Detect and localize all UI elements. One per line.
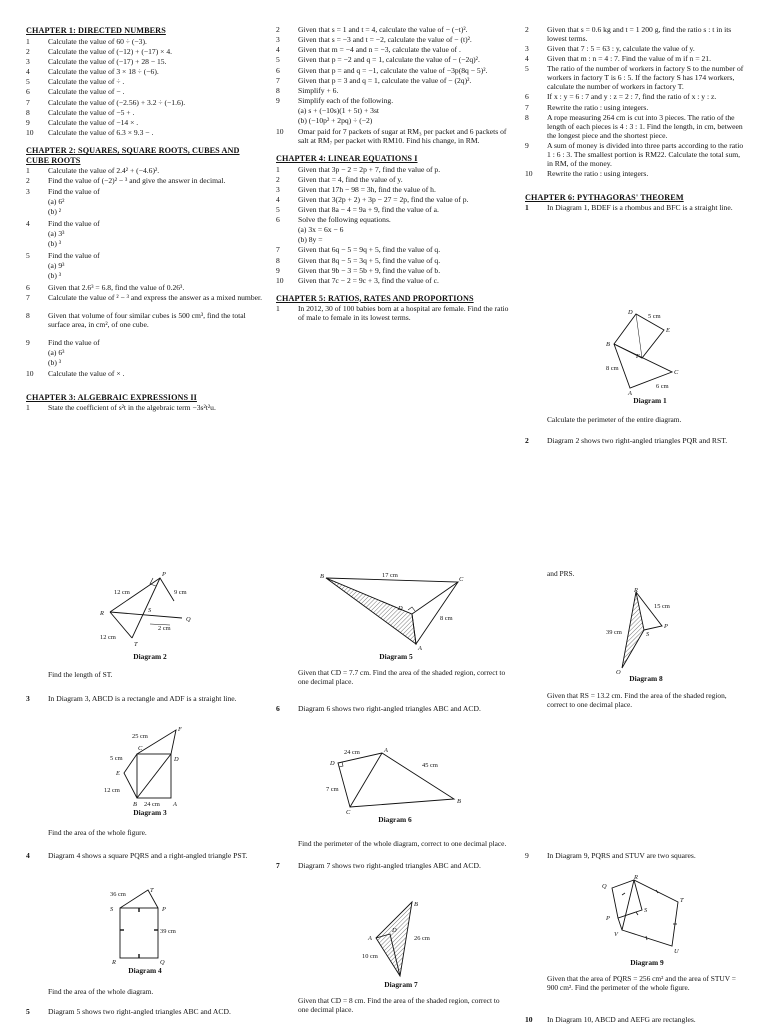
svg-text:D: D (398, 605, 403, 612)
question: 9 Find the value of (26, 337, 100, 347)
question: 6 Diagram 6 shows two right-angled triangles ABC and ACD. (276, 704, 481, 713)
svg-text:T: T (134, 641, 138, 648)
diagram-1-caption: Diagram 1 (633, 395, 667, 405)
diagram-6-figure (318, 743, 472, 815)
question: 4 Find the value of (26, 218, 100, 228)
diagram-4-caption: Diagram 4 (128, 965, 162, 975)
svg-text:Q: Q (602, 883, 607, 890)
question: 9 Calculate the value of −14 × . (26, 117, 139, 127)
diagram-3-caption: Diagram 3 (133, 807, 167, 817)
question: 9 Simplify each of the following. (276, 95, 394, 105)
svg-text:T: T (680, 897, 684, 904)
question-text-continued: and PRS. (547, 569, 575, 578)
diagram-6-caption: Diagram 6 (378, 814, 412, 824)
chapter-4-questions (276, 166, 512, 226)
question: 1 Calculate the value of 60 ÷ (−3). (26, 36, 147, 46)
svg-text:2 cm: 2 cm (158, 625, 171, 632)
question: 8 A rope measuring 264 cm is cut into 3 pieces. The ratio of the length of each pieces is 4 : 3 : 1. Find the length, in cm, between the longest piece and the shortest piece. (525, 112, 743, 140)
svg-text:D: D (392, 927, 397, 934)
column-1 (26, 26, 262, 414)
svg-text:E: E (666, 327, 670, 334)
question: 10 Calculate the value of 6.3 × 9.3 − . (26, 127, 154, 137)
question: 5 Diagram 5 shows two right-angled triangles ABC and ACD. (26, 1007, 231, 1016)
chapter-1-heading: CHAPTER 1: DIRECTED NUMBERS (26, 26, 166, 35)
svg-text:10 cm: 10 cm (362, 953, 378, 960)
svg-text:B: B (133, 801, 137, 808)
question: 6 Given that p = and q = −1, calculate the value of −3p(8q − 5)². (276, 65, 488, 75)
svg-text:36 cm: 36 cm (110, 891, 126, 898)
question-text: Find the area of the whole figure. (48, 828, 147, 837)
question: 3 In Diagram 3, ABCD is a rectangle and ADF is a straight line. (26, 694, 237, 703)
question: 5 Calculate the value of ÷ . (26, 77, 125, 87)
svg-text:Q: Q (186, 616, 191, 623)
diagram-2-caption: Diagram 2 (133, 651, 167, 661)
svg-text:R: R (634, 588, 638, 594)
question: 5 Given that 8a − 4 = 9a + 9, find the value of a. (276, 205, 439, 215)
question: 7 Diagram 7 shows two right-angled triangles ABC and ACD. (276, 861, 481, 870)
question: 8 Given that volume of four similar cubes is 500 cm³, find the total surface area, in cm², of one cube. (26, 310, 246, 329)
svg-text:C: C (674, 369, 679, 376)
svg-text:P: P (162, 906, 166, 913)
chapter-3-heading: CHAPTER 3: ALGEBRAIC EXPRESSIONS II (26, 392, 197, 402)
diagram-8-caption: Diagram 8 (629, 673, 663, 683)
svg-text:A: A (173, 801, 177, 808)
svg-text:B: B (414, 901, 418, 908)
svg-text:39 cm: 39 cm (160, 928, 176, 935)
question: 4 Given that m = −4 and n = −3, calculate the value of . (276, 45, 461, 55)
svg-text:S: S (148, 607, 152, 614)
question: 1 Calculate the value of 2.4² + (−4.6)². (26, 166, 160, 176)
diagram-3-figure (100, 724, 200, 808)
svg-text:C: C (138, 745, 143, 752)
svg-text:P: P (606, 915, 610, 922)
diagram-2 (90, 566, 210, 662)
question: 10 Rewrite the ratio : using integers. (525, 168, 649, 178)
svg-text:17 cm: 17 cm (382, 572, 398, 579)
question: 8 Given that 8q − 5 = 3q + 5, find the value of q. (276, 255, 441, 265)
diagram-4-figure (100, 884, 190, 966)
svg-text:D: D (174, 756, 179, 763)
svg-text:D: D (628, 309, 633, 316)
question: 8 Simplify + 6. (276, 85, 339, 95)
chapter-4-heading: CHAPTER 4: LINEAR EQUATIONS I (276, 153, 418, 163)
svg-text:12 cm: 12 cm (100, 634, 116, 641)
svg-text:8 cm: 8 cm (440, 615, 453, 622)
svg-text:26 cm: 26 cm (414, 935, 430, 942)
svg-text:5 cm: 5 cm (648, 313, 661, 320)
svg-text:12 cm: 12 cm (114, 589, 130, 596)
question: 4 Given that 3(2p + 2) + 3p − 27 = 2p, find the value of p. (276, 195, 469, 205)
question: 5 The ratio of the number of workers in factory S to the number of workers in factory T is 6 : 5. If the factory S has 174 workers, calculate the number of workers in factory T. (525, 64, 744, 92)
question: 10 Given that 7c − 2 = 9c + 3, find the value of c. (276, 275, 439, 285)
sub-parts: (a) s + (−10s)(1 + 5t) + 3st (b) (−10p² + 2pq) ÷ (−2) (298, 106, 380, 126)
diagram-7-figure (356, 898, 446, 980)
question: 3 Calculate the value of (−17) + 28 − 15. (26, 56, 167, 66)
chapter-3-questions (276, 26, 512, 106)
question: 5 Find the value of (26, 250, 100, 260)
question: 9 In Diagram 9, PQRS and STUV are two squares. (525, 851, 696, 860)
question-text: Find the area of the whole diagram. (48, 987, 154, 996)
question: 4 Diagram 4 shows a square PQRS and a right-angled triangle PST. (26, 851, 248, 860)
svg-text:5 cm: 5 cm (110, 755, 123, 762)
svg-text:C: C (346, 809, 351, 815)
svg-text:6 cm: 6 cm (656, 383, 669, 390)
svg-text:C: C (459, 576, 464, 583)
svg-text:R: R (634, 874, 638, 881)
chapter-5-heading: CHAPTER 5: RATIOS, RATES AND PROPORTIONS (276, 293, 474, 303)
sub-parts: (a) 9³ (b) ³ (48, 260, 65, 280)
question-text: Find the perimeter of the whole diagram, correct to one decimal place. (298, 839, 507, 848)
chapter-6-heading: CHAPTER 6: PYTHAGORAS' THEOREM (525, 192, 684, 202)
question: 7 Rewrite the ratio : using integers. (525, 102, 649, 112)
question: 9 Given that 9b − 3 = 5b + 9, find the value of b. (276, 265, 441, 275)
svg-text:12 cm: 12 cm (104, 787, 120, 794)
question: 3 Given that s = −3 and t = −2, calculate the value of − (t)². (276, 35, 472, 45)
svg-text:R: R (112, 959, 116, 966)
diagram-4 (100, 884, 190, 976)
svg-text:E: E (116, 770, 120, 777)
question: 6 Given that 2.6³ = 6.8, find the value of 0.26³. (26, 282, 185, 292)
svg-text:R: R (100, 610, 104, 617)
chapter-1-questions (26, 38, 262, 138)
diagram-9-figure (592, 874, 702, 958)
question-text: Given that CD = 7.7 cm. Find the area of the shaded region, correct to one decimal place. (298, 668, 506, 686)
svg-text:P: P (162, 571, 166, 578)
column-3 (525, 26, 747, 215)
svg-text:45 cm: 45 cm (422, 762, 438, 769)
question: 3 Given that 7 : 5 = 63 : y, calculate the value of y. (525, 44, 695, 54)
question: 3 Given that 17h − 98 = 3h, find the value of h. (276, 184, 436, 194)
svg-text:V: V (614, 931, 618, 938)
question: 6 Solve the following equations. (276, 215, 391, 225)
svg-text:U: U (674, 948, 679, 955)
question: 2 Diagram 2 shows two right-angled triangles PQR and RST. (525, 436, 728, 445)
svg-text:15 cm: 15 cm (654, 603, 670, 610)
question: 10 Calculate the value of × . (26, 368, 125, 378)
svg-text:24 cm: 24 cm (144, 801, 160, 808)
svg-text:A: A (384, 747, 388, 754)
question: 3 Find the value of (26, 186, 100, 196)
diagram-1-figure (600, 306, 700, 396)
diagram-8 (596, 588, 696, 684)
svg-text:39 cm: 39 cm (606, 629, 622, 636)
question: 7 Calculate the value of (−2.56) + 3.2 ÷ (−1.6). (26, 97, 186, 107)
question: 1 Given that 3p − 2 = 2p + 7, find the value of p. (276, 164, 441, 174)
svg-text:P: P (664, 623, 668, 630)
svg-text:B: B (457, 798, 461, 805)
column-2 (276, 26, 512, 325)
question-text: Given that the area of PQRS = 256 cm² and the area of STUV = 900 cm². Find the perimeter of the whole figure. (547, 974, 736, 992)
question: 7 Given that 6q − 5 = 9q + 5, find the value of q. (276, 245, 441, 255)
sub-parts: (a) 3³ (b) ³ (48, 228, 65, 248)
question: 7 Given that p = 3 and q = 1, calculate the value of − (2q)². (276, 75, 472, 85)
question: 6 Calculate the value of − . (26, 87, 125, 97)
question-text: Find the length of ST. (48, 670, 113, 679)
question-text: Given that RS = 13.2 cm. Find the area of the shaded region, correct to one decimal place. (547, 691, 727, 709)
question: 4 Given that m : n = 4 : 7. Find the value of m if n = 21. (525, 54, 712, 64)
question: 1 In Diagram 1, BDEF is a rhombus and BFC is a straight line. (525, 203, 733, 213)
svg-text:A: A (628, 390, 632, 396)
question: 4 Calculate the value of 3 × 18 ÷ (−6). (26, 67, 159, 77)
question: 1 In 2012, 30 of 100 babies born at a hospital are female. Find the ratio of male to female in its lowest terms. (276, 304, 509, 323)
question: 2 Find the value of (−2)² − ³ and give the answer in decimal. (26, 176, 226, 186)
question-text: Given that CD = 8 cm. Find the area of the shaded region, correct to one decimal place. (298, 996, 500, 1014)
question: 2 Given that = 4, find the value of y. (276, 174, 403, 184)
svg-text:7 cm: 7 cm (326, 786, 339, 793)
chapter-2-heading: CHAPTER 2: SQUARES, SQUARE ROOTS, CUBES AND CUBE ROOTS (26, 145, 240, 165)
svg-text:9 cm: 9 cm (174, 589, 187, 596)
svg-text:S: S (644, 907, 648, 914)
question: 2 Calculate the value of (−12) + (−17) × 4. (26, 46, 173, 56)
diagram-5-figure (316, 568, 476, 652)
diagram-1 (600, 306, 700, 406)
svg-text:24 cm: 24 cm (344, 749, 360, 756)
svg-text:Q: Q (160, 959, 165, 966)
svg-text:D: D (330, 760, 335, 767)
question: 10 Omar paid for 7 packets of sugar at RM₃ per packet and 6 packets of salt at RM₇ per packet with RM10. Find his change, in RM. (276, 127, 507, 145)
diagram-9 (592, 874, 702, 968)
svg-text:25 cm: 25 cm (132, 733, 148, 740)
diagram-7 (356, 898, 446, 990)
question: 6 If x : y = 6 : 7 and y : z = 2 : 7, find the ratio of x : y : z. (525, 92, 717, 102)
diagram-6 (318, 743, 472, 825)
svg-text:8 cm: 8 cm (606, 365, 619, 372)
diagram-5 (316, 568, 476, 662)
question-text: Calculate the perimeter of the entire diagram. (547, 415, 682, 424)
question: 7 Calculate the value of ² − ³ and express the answer as a mixed number. (26, 292, 263, 302)
sub-parts: (a) 6² (b) ² (48, 196, 65, 216)
diagram-3 (100, 724, 200, 818)
svg-text:A: A (368, 935, 372, 942)
chapter-4-questions-cont (276, 246, 512, 285)
question: 2 Given that s = 0.6 kg and t = 1 200 g, find the ratio s : t in its lowest terms. (525, 25, 732, 43)
question: 8 Calculate the value of −5 + . (26, 107, 135, 117)
diagram-9-caption: Diagram 9 (630, 957, 664, 967)
diagram-7-caption: Diagram 7 (384, 979, 418, 989)
diagram-2-figure (90, 566, 210, 652)
svg-text:B: B (606, 341, 610, 348)
question: 1 State the coefficient of s²t in the algebraic term −3s²t²u. (26, 403, 216, 413)
svg-text:S: S (110, 906, 114, 913)
svg-text:T: T (150, 887, 154, 894)
svg-text:F: F (636, 353, 640, 360)
svg-text:F: F (178, 726, 182, 733)
question: 2 Given that s = 1 and t = 4, calculate the value of − (−t)². (276, 25, 468, 34)
svg-text:Q: Q (616, 669, 621, 674)
question: 5 Given that p = −2 and q = 1, calculate the value of − (−2q)². (276, 55, 480, 65)
sub-parts: (a) 6³ (b) ³ (48, 347, 65, 367)
question: 9 A sum of money is divided into three parts according to the ratio 1 : 6 : 3. The smallest portion is RM22. Calculate the total sum, in RM, of the money. (525, 140, 744, 168)
diagram-5-caption: Diagram 5 (379, 651, 413, 661)
svg-text:B: B (320, 573, 324, 580)
question: 10 In Diagram 10, ABCD and AEFG are rectangles. (525, 1015, 696, 1024)
svg-text:S: S (646, 631, 650, 638)
diagram-8-figure (596, 588, 696, 674)
sub-parts: (a) 3x = 6x − 6 (b) 8y = (298, 225, 344, 245)
chapter-5-questions (525, 26, 747, 179)
svg-text:A: A (418, 645, 422, 652)
